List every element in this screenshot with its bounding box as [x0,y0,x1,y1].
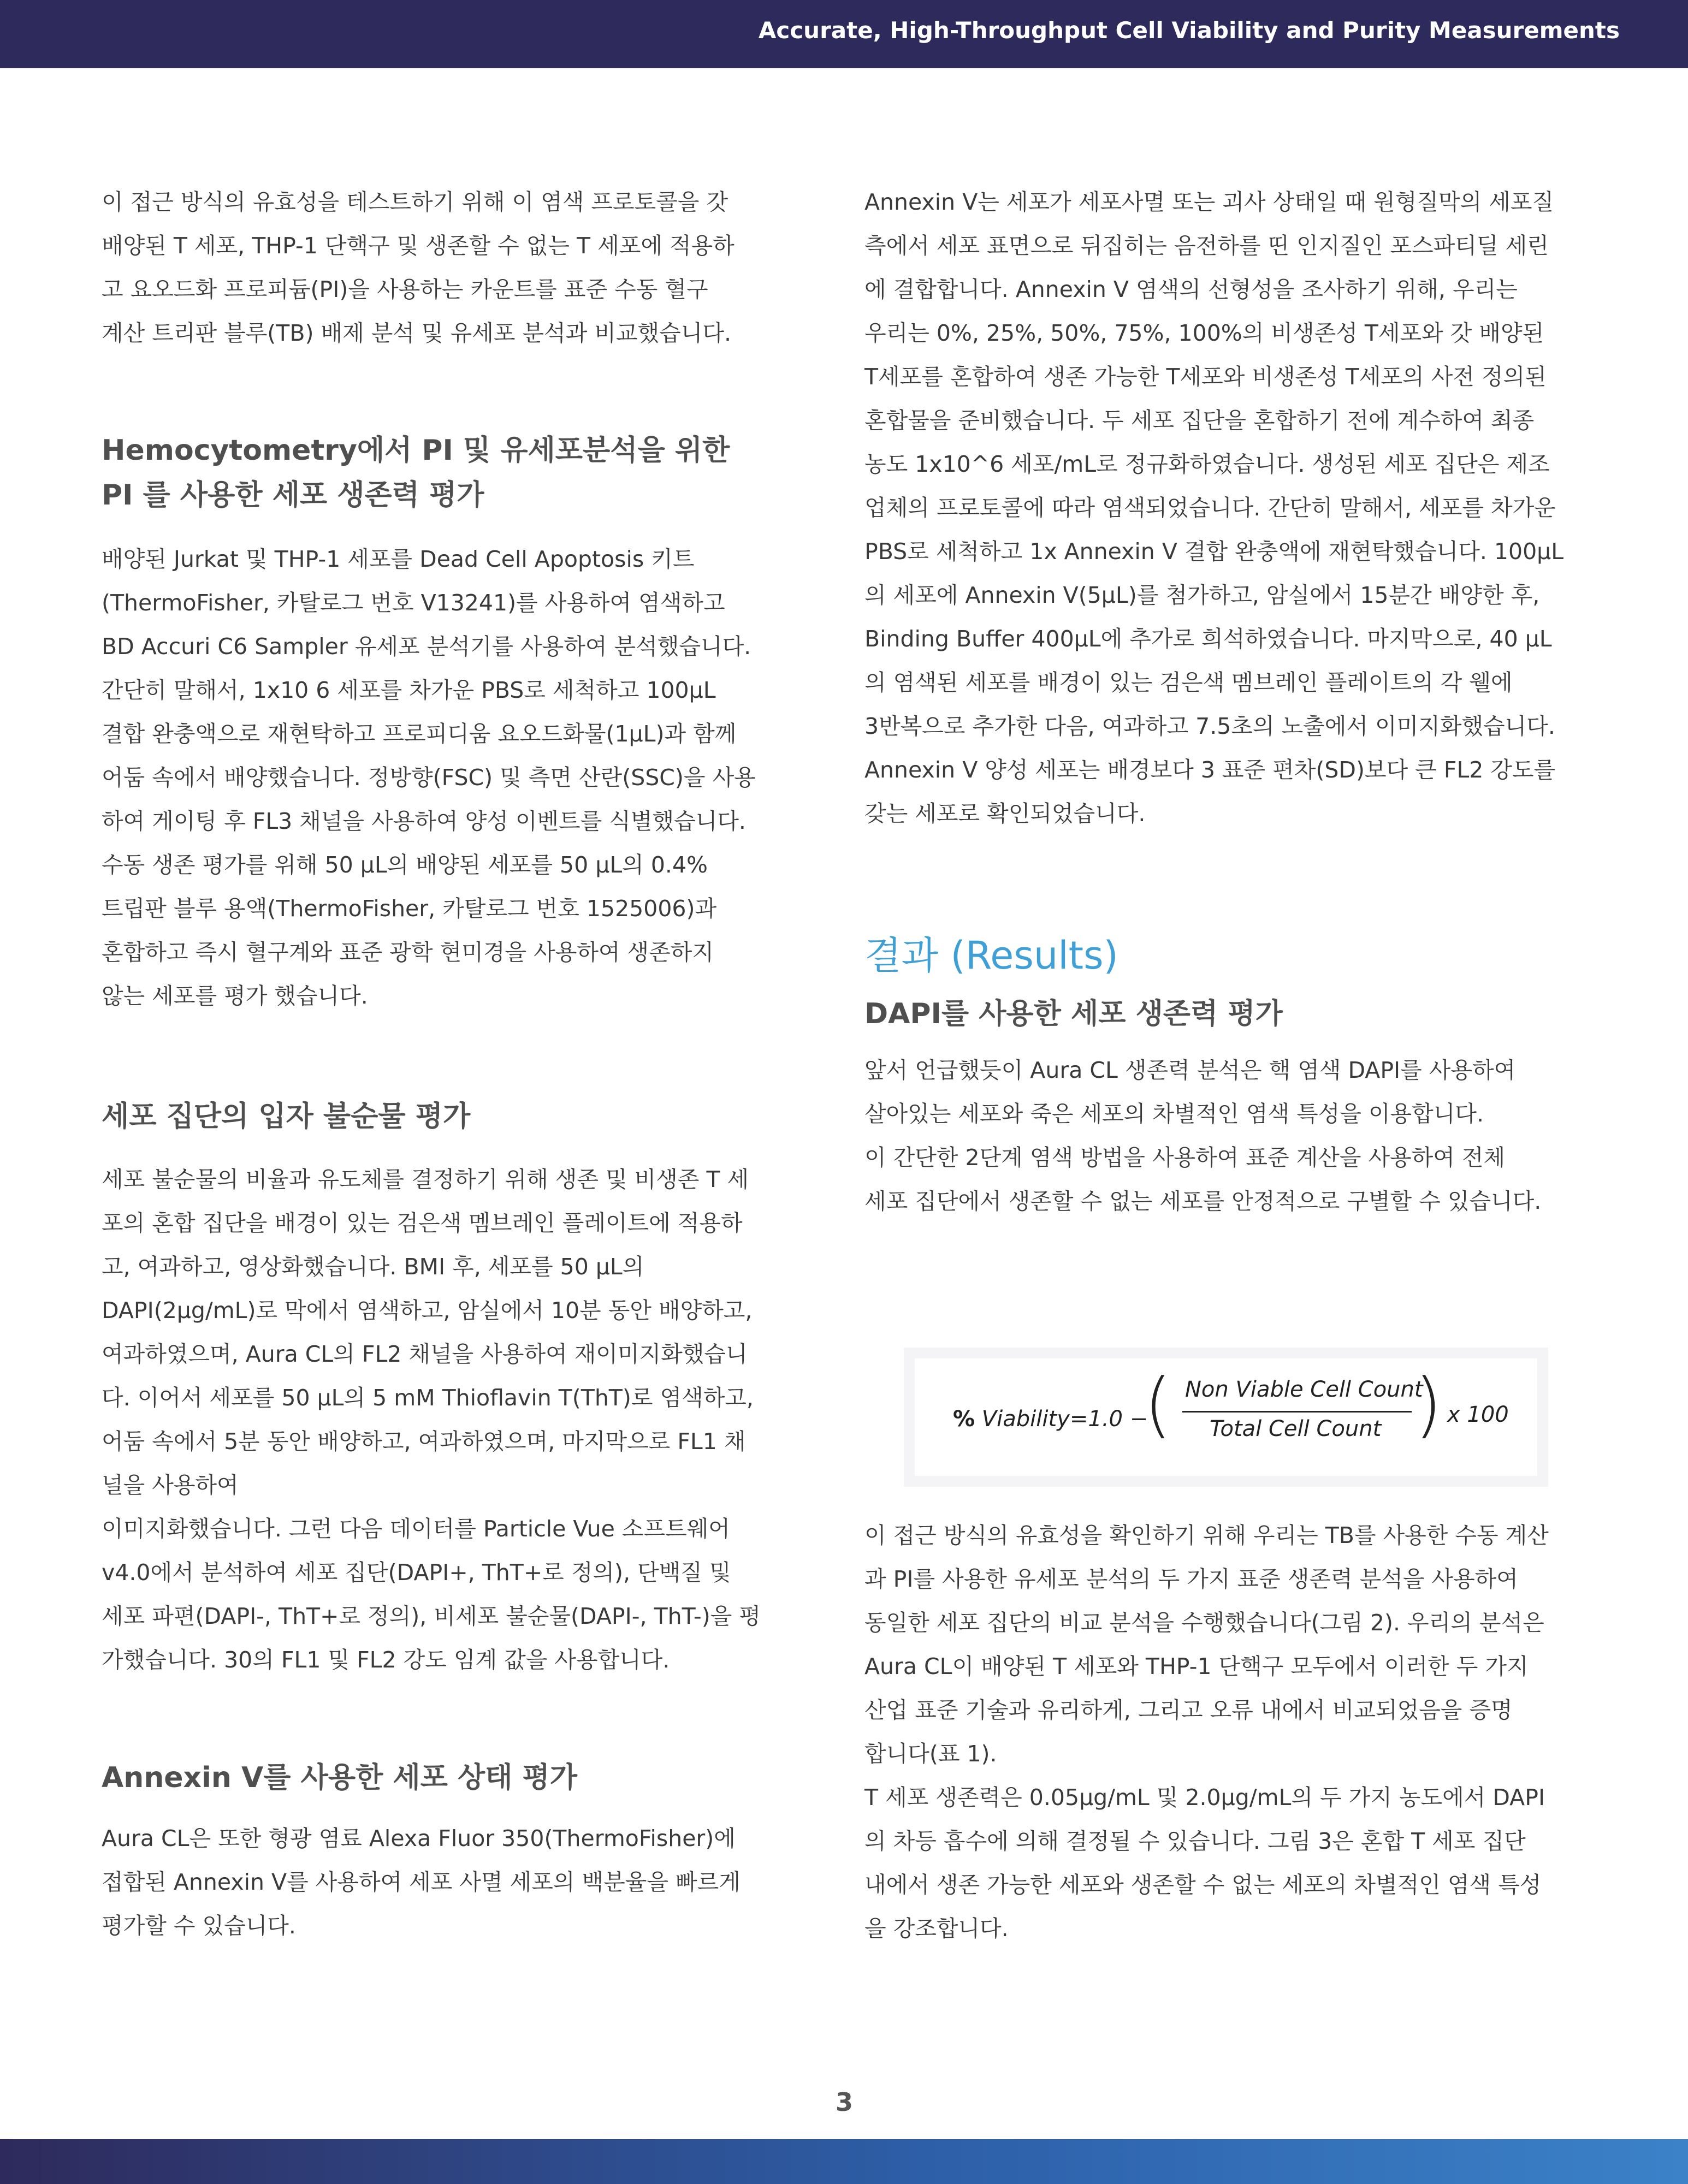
text-line: Binding Buffer 400μL에 추가로 희석하였습니다. 마지막으로, 40 μL [864,626,1552,652]
section-heading-particle-impurity [102,1094,779,1139]
text-line: 합니다(표 1). [864,1741,997,1767]
text-line: 배양된 Jurkat 및 THP-1 세포를 Dead Cell Apoptosis 키트 [102,546,695,572]
text-line: 포의 혼합 집단을 배경이 있는 검은색 멤브레인 플레이트에 적용하 [102,1210,743,1236]
text-line: 하여 게이팅 후 FL3 채널을 사용하여 양성 이벤트를 식별했습니다. [102,808,746,834]
text-line: 가했습니다. 30의 FL1 및 FL2 강도 임계 값을 사용합니다. [102,1647,670,1673]
text-line: 혼합물을 준비했습니다. 두 세포 집단을 혼합하기 전에 계수하여 최종 [864,407,1535,434]
right-paren: ) [1414,1363,1442,1446]
fraction-line [1182,1411,1412,1413]
text-line: 앞서 언급했듯이 Aura CL 생존력 분석은 핵 염색 DAPI를 사용하여 [864,1057,1516,1083]
text-line: T세포를 혼합하여 생존 가능한 T세포와 비생존성 T세포의 사전 정의된 [864,364,1547,390]
text-line: 수동 생존 평가를 위해 50 μL의 배양된 세포를 50 μL의 0.4% [102,852,708,878]
header-bar [0,0,1688,68]
text-line: 과 PI를 사용한 유세포 분석의 두 가지 표준 생존력 분석을 사용하여 [864,1566,1518,1592]
text-line: 이미지화했습니다. 그런 다음 데이터를 Particle Vue 소프트웨어 [102,1516,730,1542]
text-line: 의 세포에 Annexin V(5μL)를 첨가하고, 암실에서 15분간 배양한 후, [864,582,1540,608]
text-line: 이 접근 방식의 유효성을 확인하기 위해 우리는 TB를 사용한 수동 계산 [864,1522,1549,1548]
annexin-method-paragraph [864,180,1591,835]
text-line: 살아있는 세포와 죽은 세포의 차별적인 염색 특성을 이용합니다. [864,1101,1484,1127]
pi-viability-paragraph [102,537,779,1018]
text-line: 고 요오드화 프로피듐(PI)을 사용하는 카운트를 표준 수동 혈구 [102,276,708,302]
text-line: Annexin V는 세포가 세포사멸 또는 괴사 상태일 때 원형질막의 세포질 [864,189,1554,215]
text-line: 세포 파편(DAPI-, ThT+로 정의), 비세포 불순물(DAPI-, ThT-)을 평 [102,1603,761,1629]
text-line: 배양된 T 세포, THP-1 단핵구 및 생존할 수 없는 T 세포에 적용하 [102,233,735,259]
text-line: Annexin V 양성 세포는 배경보다 3 표준 편차(SD)보다 큰 FL2 강도를 [864,757,1556,783]
text-line: 이 간단한 2단계 염색 방법을 사용하여 표준 계산을 사용하여 전체 [864,1144,1506,1171]
text-line: 계산 트리판 블루(TB) 배제 분석 및 유세포 분석과 비교했습니다. [102,320,731,346]
viability-equation [904,1348,1548,1487]
equation-lhs [953,1406,1148,1432]
heading-line: 세포 집단의 입자 불순물 평가 [102,1100,471,1133]
heading-line: Hemocytometry에서 PI 및 유세포분석을 위한 [102,434,730,467]
left-column [102,180,779,1948]
text-line: 이 접근 방식의 유효성을 테스트하기 위해 이 염색 프로토콜을 갓 [102,189,728,215]
text-line: 갖는 세포로 확인되었습니다. [864,800,1146,827]
text-line: 여과하였으며, Aura CL의 FL2 채널을 사용하여 재이미지화했습니 [102,1341,748,1367]
text-line: 에 결합합니다. Annexin V 염색의 선형성을 조사하기 위해, 우리는 [864,276,1518,302]
text-line: 동일한 세포 집단의 비교 분석을 수행했습니다(그림 2). 우리의 분석은 [864,1610,1544,1636]
heading-line: PI 를 사용한 세포 생존력 평가 [102,479,484,512]
section-heading-annexin-v [102,1755,779,1800]
section-heading-dapi: DAPI를 사용한 세포 생존력 평가 [864,998,1283,1030]
particle-impurity-paragraph [102,1158,779,1682]
text-line: 내에서 생존 가능한 세포와 생존할 수 없는 세포의 차별적인 염색 특성 [864,1872,1542,1898]
text-line: T 세포 생존력은 0.05μg/mL 및 2.0μg/mL의 두 가지 농도에서 DAPI [864,1784,1545,1811]
page-number: 3 [835,2087,853,2117]
text-line: 어둠 속에서 배양했습니다. 정방향(FSC) 및 측면 산란(SSC)을 사용 [102,764,756,791]
section-heading-pi-viability [102,428,779,518]
text-line: 의 염색된 세포를 배경이 있는 검은색 멤브레인 플레이트의 각 웰에 [864,669,1513,696]
text-line: 어둠 속에서 5분 동안 배양하고, 여과하였으며, 마지막으로 FL1 채 [102,1428,746,1455]
header-title: Accurate, High-Throughput Cell Viability and Purity Measurements [758,17,1620,44]
heading-line: Annexin V를 사용한 세포 상태 평가 [102,1761,578,1794]
percent-symbol: % [953,1406,975,1432]
text-line: 의 차등 흡수에 의해 결정될 수 있습니다. 그림 3은 혼합 T 세포 집단 [864,1828,1526,1854]
results-title: 결과 (Results) [864,933,1118,978]
text-line: 3반복으로 추가한 다음, 여과하고 7.5초의 노출에서 이미지화했습니다. [864,713,1555,739]
text-line: BD Accuri C6 Sampler 유세포 분석기를 사용하여 분석했습니다. [102,633,751,660]
equation-panel [915,1358,1537,1476]
text-line: 간단히 말해서, 1x10 6 세포를 차가운 PBS로 세척하고 100μL [102,677,716,703]
text-line: v4.0에서 분석하여 세포 집단(DAPI+, ThT+로 정의), 단백질 및 [102,1559,731,1586]
text-line: 트립판 블루 용액(ThermoFisher, 카탈로그 번호 1525006)과 [102,895,717,922]
text-line: 혼합하고 즉시 혈구계와 표준 광학 현미경을 사용하여 생존하지 [102,939,714,965]
equation-numerator: Non Viable Cell Count [1185,1377,1423,1402]
validation-paragraph [864,1514,1549,1950]
dapi-paragraph [864,1048,1591,1223]
text-line: Aura CL이 배양된 T 세포와 THP-1 단핵구 모두에서 이러한 두 가지 [864,1653,1529,1679]
intro-paragraph [102,180,779,355]
text-line: 널을 사용하여 [102,1472,239,1498]
text-line: 농도 1x10^6 세포/mL로 정규화하였습니다. 생성된 세포 집단은 제조 [864,451,1550,477]
equation-rhs: x 100 [1447,1402,1509,1427]
text-line: (ThermoFisher, 카탈로그 번호 V13241)를 사용하여 염색하고 [102,590,725,616]
right-column [864,180,1591,1223]
text-line: 결합 완충액으로 재현탁하고 프로피디움 요오드화물(1μL)과 함께 [102,721,737,747]
annexin-intro-paragraph [102,1817,779,1948]
equation-denominator: Total Cell Count [1210,1416,1382,1441]
footer-bar [0,2139,1688,2184]
text-line: 않는 세포를 평가 했습니다. [102,983,368,1009]
text-line: Aura CL은 또한 형광 염료 Alexa Fluor 350(ThermoFisher)에 [102,1825,736,1851]
text-line: PBS로 세척하고 1x Annexin V 결합 완충액에 재현탁했습니다. 100μL [864,538,1564,565]
text-line: 고, 여과하고, 영상화했습니다. BMI 후, 세포를 50 μL의 [102,1254,644,1280]
text-line: 을 강조합니다. [864,1915,1009,1942]
text-line: 측에서 세포 표면으로 뒤집히는 음전하를 띤 인지질인 포스파티딜 세린 [864,233,1549,259]
text-line: 업체의 프로토콜에 따라 염색되었습니다. 간단히 말해서, 세포를 차가운 [864,495,1556,521]
text-line: 우리는 0%, 25%, 50%, 75%, 100%의 비생존성 T세포와 갓 배양된 [864,320,1544,346]
text-line: 세포 집단에서 생존할 수 없는 세포를 안정적으로 구별할 수 있습니다. [864,1188,1542,1214]
text-line: 접합된 Annexin V를 사용하여 세포 사멸 세포의 백분율을 빠르게 [102,1869,741,1895]
equation-lhs-text: Viability=1.0 − [981,1406,1148,1432]
text-line: DAPI(2μg/mL)로 막에서 염색하고, 암실에서 10분 동안 배양하고, [102,1297,753,1324]
text-line: 산업 표준 기술과 유리하게, 그리고 오류 내에서 비교되었음을 증명 [864,1697,1513,1723]
text-line: 다. 이어서 세포를 50 μL의 5 mM Thioflavin T(ThT)로 염색하고, [102,1385,754,1411]
text-line: 평가할 수 있습니다. [102,1913,296,1939]
text-line: 세포 불순물의 비율과 유도체를 결정하기 위해 생존 및 비생존 T 세 [102,1166,749,1192]
left-paren: ( [1144,1363,1172,1446]
